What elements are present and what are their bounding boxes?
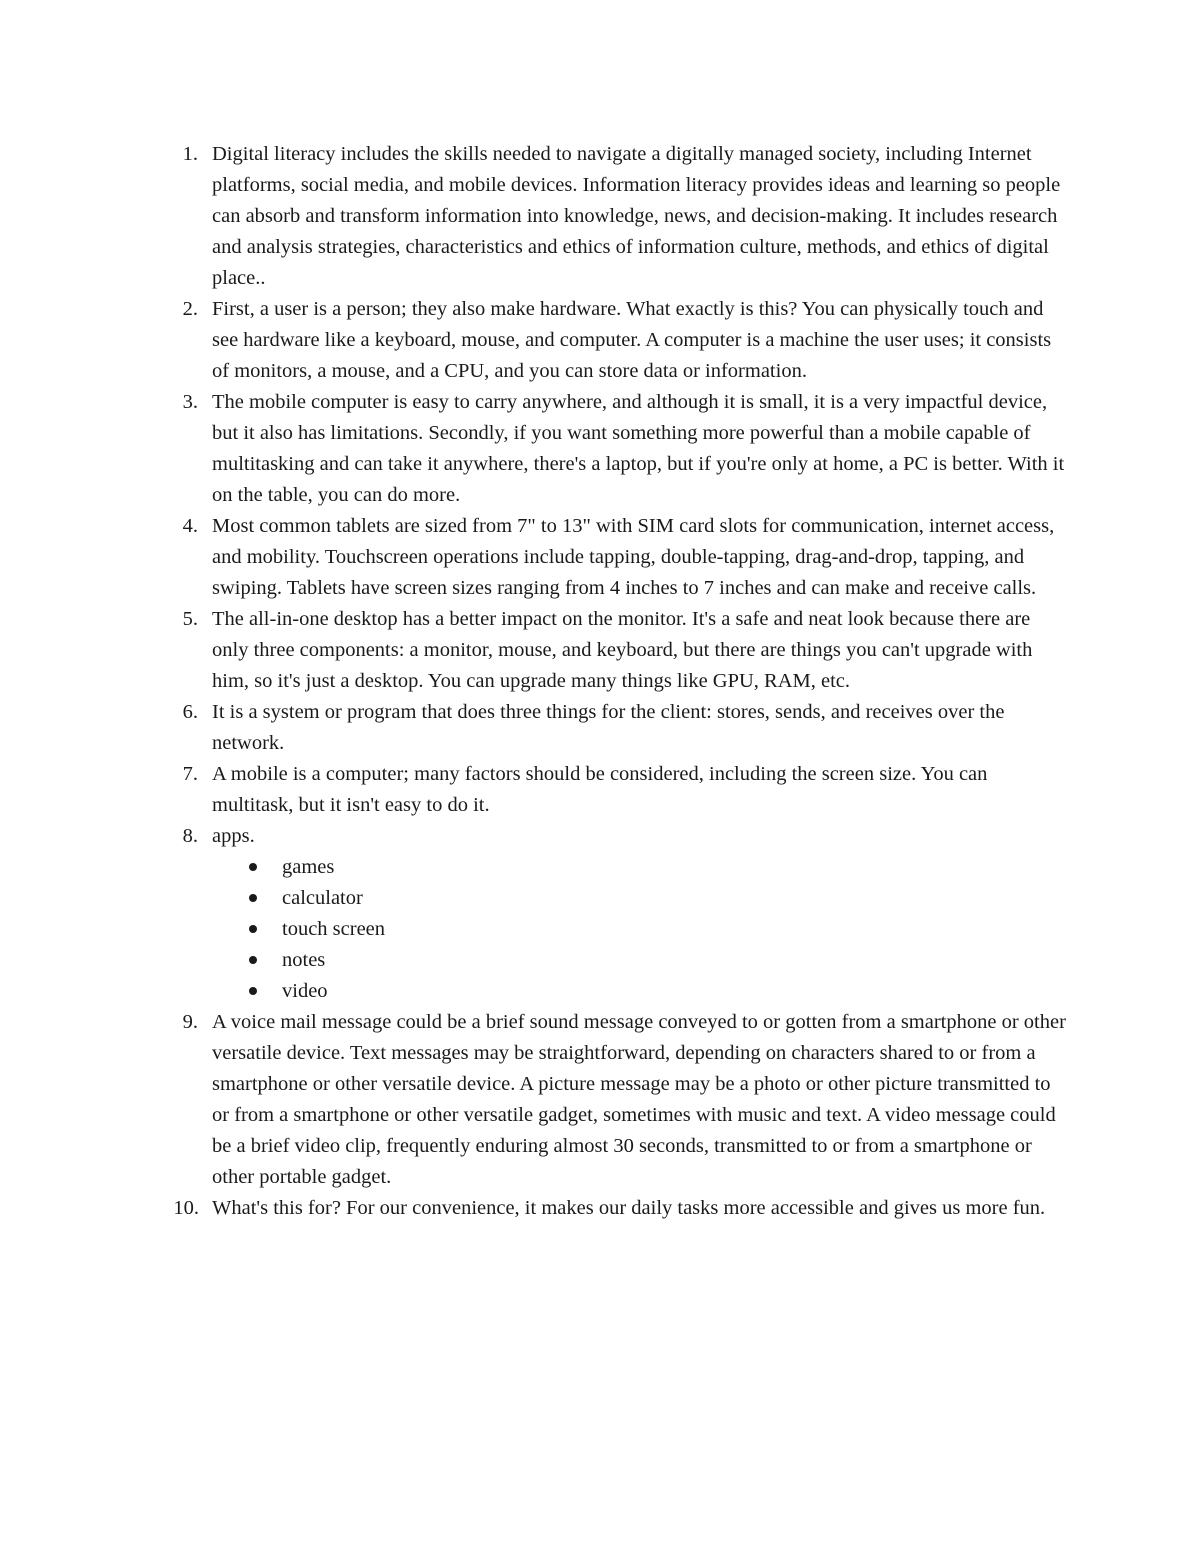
list-item-number: 5. <box>182 608 198 630</box>
list-item-number: 4. <box>182 515 198 537</box>
bullet-item-text: calculator <box>282 887 363 909</box>
numbered-list <box>168 139 1068 1224</box>
list-item <box>168 511 1068 604</box>
bullet-icon <box>249 956 257 964</box>
bullet-item-text: touch screen <box>282 918 386 940</box>
bullet-item <box>212 976 1068 1007</box>
bullet-icon <box>249 863 257 871</box>
list-item-text: The all-in-one desktop has a better impact on the monitor. It's a safe and neat look because there are only three components: a monitor, mouse, and keyboard, but there are things you can't upgrade with him, so it's just a desktop. You can upgrade many things like GPU, RAM, etc. <box>212 608 1033 692</box>
bullet-icon <box>249 894 257 902</box>
list-item <box>168 1193 1068 1224</box>
bullet-item <box>212 883 1068 914</box>
list-item-number: 7. <box>182 763 198 785</box>
bullet-icon <box>249 987 257 995</box>
list-item-text: What's this for? For our convenience, it makes our daily tasks more accessible and gives us more fun. <box>212 1197 1046 1219</box>
bullet-icon <box>249 925 257 933</box>
bullet-item <box>212 852 1068 883</box>
bullet-item <box>212 945 1068 976</box>
list-item-number: 3. <box>182 391 198 413</box>
list-item-text: First, a user is a person; they also make hardware. What exactly is this? You can physically touch and see hardware like a keyboard, mouse, and computer. A computer is a machine the user uses; it consists of monitors, a mouse, and a CPU, and you can store data or information. <box>212 298 1052 382</box>
bullet-item-text: notes <box>282 949 326 971</box>
list-item-number: 6. <box>182 701 198 723</box>
list-item-text: Digital literacy includes the skills needed to navigate a digitally managed society, including Internet platforms, social media, and mobile devices. Information literacy provides ideas and learning so people can absorb and transform information into knowledge, news, and decision-making. It includes research and analysis strategies, characteristics and ethics of information culture, methods, and ethics of digital place.. <box>212 143 1061 289</box>
list-item-text: A voice mail message could be a brief sound message conveyed to or gotten from a smartphone or other versatile device. Text messages may be straightforward, depending on characters shared to or from a smartphone or other versatile device. A picture message may be a photo or other picture transmitted to or from a smartphone or other versatile gadget, sometimes with music and text. A video message could be a brief video clip, frequently enduring almost 30 seconds, transmitted to or from a smartphone or other portable gadget. <box>212 1011 1066 1188</box>
bullet-item <box>212 914 1068 945</box>
list-item <box>168 821 1068 1007</box>
list-item-number: 9. <box>182 1011 198 1033</box>
list-item <box>168 294 1068 387</box>
list-item-text: A mobile is a computer; many factors should be considered, including the screen size. You can multitask, but it isn't easy to do it. <box>212 763 988 816</box>
list-item <box>168 139 1068 294</box>
list-item-text: It is a system or program that does three things for the client: stores, sends, and receives over the network. <box>212 701 1005 754</box>
list-item <box>168 604 1068 697</box>
bullet-item-text: games <box>282 856 335 878</box>
list-item-text: The mobile computer is easy to carry anywhere, and although it is small, it is a very impactful device, but it also has limitations. Secondly, if you want something more powerful than a mobile capable of multitasking and can take it anywhere, there's a laptop, but if you're only at home, a PC is better. With it on the table, you can do more. <box>212 391 1065 506</box>
bullet-item-text: video <box>282 980 328 1002</box>
list-item-text: Most common tablets are sized from 7" to 13" with SIM card slots for communication, internet access, and mobility. Touchscreen operations include tapping, double-tapping, drag-and-drop, tapping, and swiping. Tablets have screen sizes ranging from 4 inches to 7 inches and can make and receive calls. <box>212 515 1055 599</box>
list-item <box>168 697 1068 759</box>
list-item-number: 8. <box>182 825 198 847</box>
list-item-number: 10. <box>173 1197 199 1219</box>
bullet-list <box>212 852 1068 1007</box>
list-item <box>168 759 1068 821</box>
list-item <box>168 1007 1068 1193</box>
list-item-number: 1. <box>182 143 198 165</box>
list-item-text: apps. <box>212 825 255 847</box>
list-item-number: 2. <box>182 298 198 320</box>
list-item <box>168 387 1068 511</box>
